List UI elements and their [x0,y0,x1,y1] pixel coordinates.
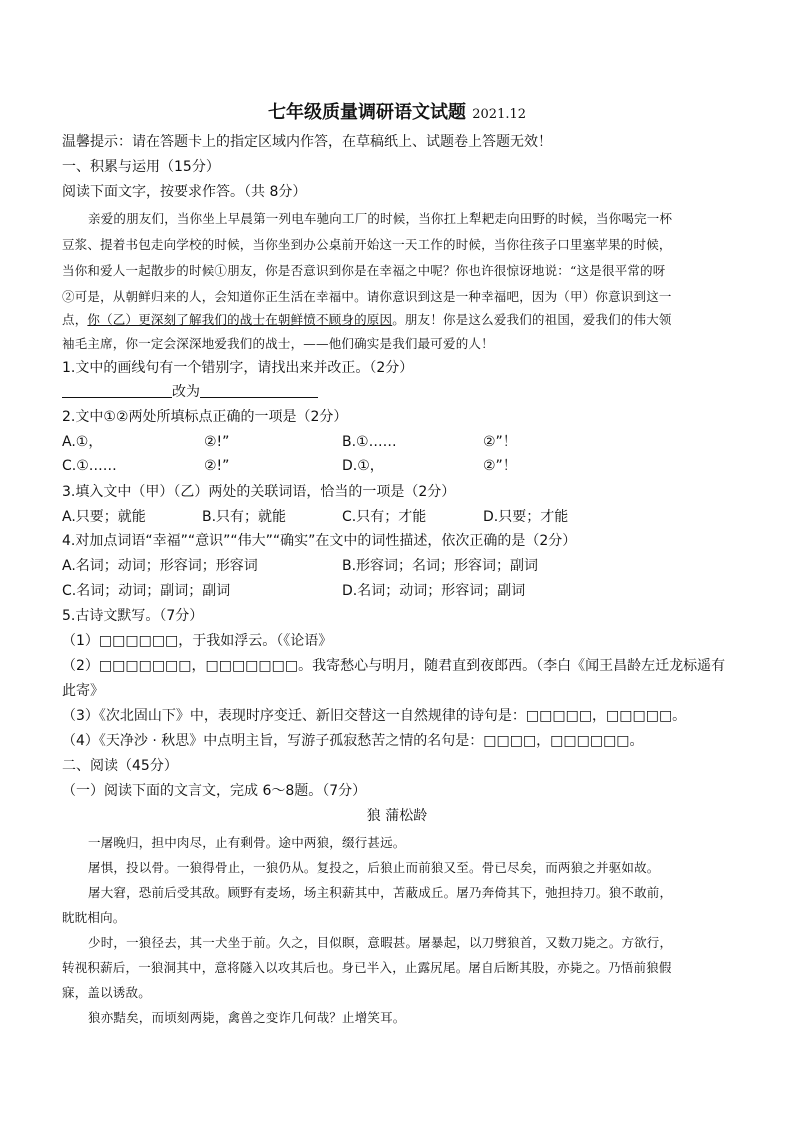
option: A.名词；动词；形容词；形容词 [62,558,258,574]
answer-blank[interactable] [62,383,172,398]
recitation-item: （1）□□□□□□，于我如浮云。（《论语》 [62,633,333,649]
classical-text-title: 狼 蒲松龄 [366,808,428,824]
notice: 温馨提示：请在答题卡上的指定区域内作答，在草稿纸上、试题卷上答题无效！ [62,134,552,150]
passage-line: ②可是，从朝鲜归来的人，会知道你正生活在幸福中。请你意识到这是一种幸福吧，因为（甲）你意识到这一 [62,289,672,304]
reading-sub1: （一）阅读下面的文言文，完成 6～8题。（7分） [62,783,367,799]
question-2: 2.文中①②两处所填标点正确的一项是（2分） [62,409,348,425]
option: B.只有；就能 [202,509,287,525]
section2-heading: 二、阅读（45分） [62,758,178,774]
option: D.名词；动词；形容词；副词 [342,583,526,599]
option: C.①…… [62,458,117,474]
recitation-item: 此寄》 [62,683,104,699]
change-label: 改为 [172,384,200,400]
option: D.①， [342,458,384,474]
classical-line: 一屠晚归，担中肉尽，止有剩骨。途中两狼，缀行甚远。 [88,835,406,850]
recitation-item: （4）《天净沙 · 秋思》中点明主旨，写游子孤寂愁苦之情的名句是：□□□□，□□□□□□。 [62,733,644,749]
option: ②”！ [483,458,517,474]
passage-line: 亲爱的朋友们，当你坐上早晨第一列电车驰向工厂的时候，当你扛上犁耙走向田野的时候，当你喝完一杯 [88,211,673,226]
underlined-sentence: 你（乙）更深刻了解我们的战士在朝鲜愤不顾身的原因 [87,312,393,327]
classical-line: 寐，盖以诱敌。 [62,985,151,1000]
option: ②!” [204,458,230,474]
passage-line-start: 点， [62,312,88,327]
answer-blank[interactable] [200,383,318,398]
question-1: 1.文中的画线句有一个错别字，请找出来并改正。（2分） [62,360,414,376]
passage-line: 袖毛主席，你一定会深深地爱我们的战士，——他们确实是我们最可爱的人！ [62,336,494,351]
option: D.只要；才能 [483,509,569,525]
question-1-answer [62,382,760,402]
classical-line: 转视积薪后，一狼洞其中，意将隧入以攻其后也。身已半入，止露尻尾。屠自后断其股，亦毙之。乃悟前狼假 [62,960,672,975]
option: A.①， [62,434,103,450]
option: ②”！ [483,434,517,450]
question-5: 5.古诗文默写。（7分） [62,608,204,624]
classical-line: 眈眈相向。 [62,910,126,925]
title-text: 七年级质量调研语文试题 [267,102,466,123]
exam-title [0,98,794,124]
option: B.形容词；名词；形容词；副词 [342,558,539,574]
recitation-item: （3）《次北固山下》中，表现时序变迁、新旧交替这一自然规律的诗句是：□□□□□，□□□□□。 [62,708,687,724]
title-year: 2021.12 [472,107,527,122]
option: C.名词；动词；副词；副词 [62,583,231,599]
option: ②!” [204,434,230,450]
classical-line: 屠惧，投以骨。一狼得骨止，一狼仍从。复投之，后狼止而前狼又至。骨已尽矣，而两狼之并驱如故。 [88,860,660,875]
passage-line-end: 。朋友！你是这么爱我们的祖国，爱我们的伟大领 [392,312,672,327]
classical-line: 屠大窘，恐前后受其敌。顾野有麦场，场主积薪其中，苫蔽成丘。屠乃奔倚其下，弛担持刀。狼不敢前， [88,885,673,900]
passage-line-underlined [62,310,760,330]
classical-line: 少时，一狼径去，其一犬坐于前。久之，目似瞑，意暇甚。屠暴起，以刀劈狼首，又数刀毙之。方欲行， [88,935,673,950]
question-3: 3.填入文中（甲）（乙）两处的关联词语，恰当的一项是（2分） [62,484,456,500]
option: C.只有；才能 [342,509,427,525]
question-4: 4.对加点词语“幸福”“意识”“伟大”“确实”在文中的词性描述，依次正确的是（2分） [62,533,577,549]
section1-heading: 一、积累与运用（15分） [62,159,220,175]
passage-intro: 阅读下面文字，按要求作答。（共 8分） [62,184,307,200]
option: A.只要；就能 [62,509,146,525]
option: B.①…… [342,434,397,450]
recitation-item: （2）□□□□□□□，□□□□□□□。我寄愁心与明月，随君直到夜郎西。（李白《闻王昌龄左迁龙标遥有 [62,658,726,674]
classical-line: 狼亦黠矣，而顷刻两毙，禽兽之变诈几何哉？止增笑耳。 [88,1010,406,1025]
passage-line: 当你和爱人一起散步的时候①朋友，你是否意识到你是在幸福之中呢？你也许很惊讶地说：“这是很平常的呀 [62,263,666,278]
passage-line: 豆浆、提着书包走向学校的时候，当你坐到办公桌前开始这一天工作的时候，当你往孩子口里塞苹果的时候， [62,237,672,252]
